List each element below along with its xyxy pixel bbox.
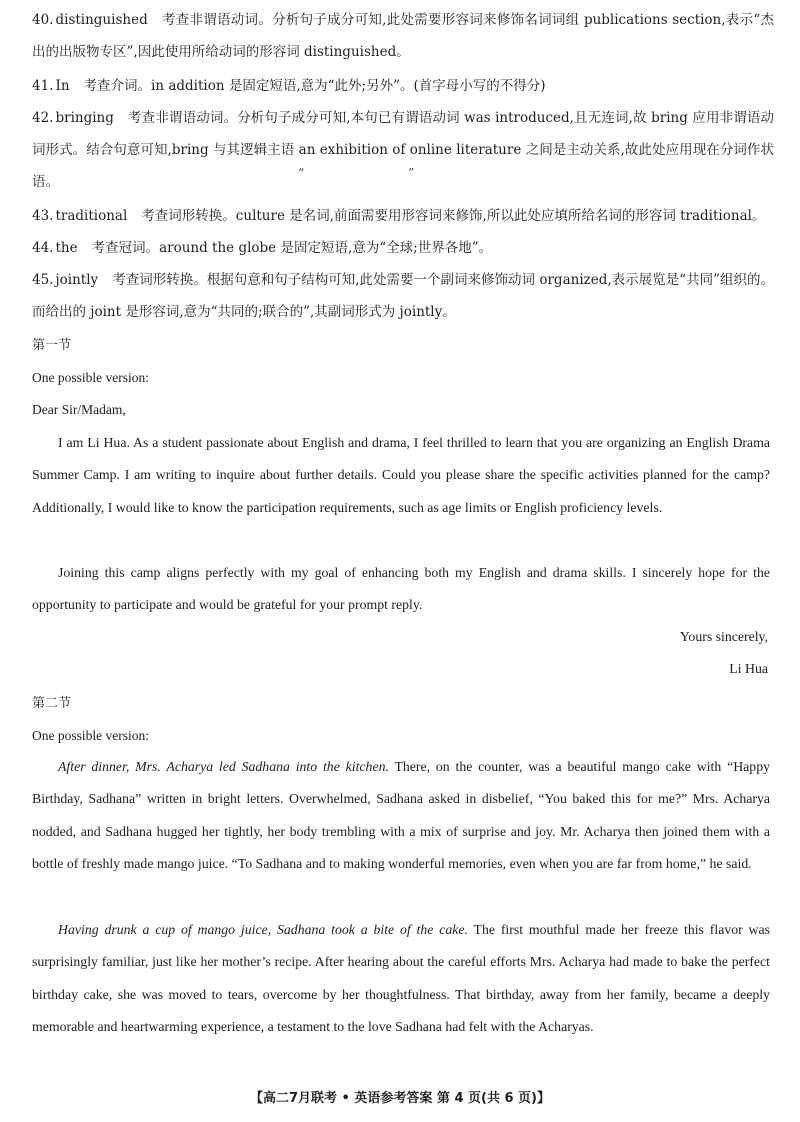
answer-41 (32, 70, 774, 102)
answer-explanation: 考查冠词。around the globe 是固定短语,意为“全球;世界各地”。 (91, 240, 493, 256)
answer-number: 44. (32, 240, 54, 256)
answer-term: the (55, 240, 78, 256)
answer-term: jointly (55, 272, 99, 288)
letter-paragraph-2: Joining this camp aligns perfectly with my goal of enhancing both my English and drama skills. I sincerely hope for the opportunity to participate and would be grateful for your prompt reply. (32, 565, 770, 613)
story-paragraph-1-body: There, on the counter, was a beautiful mango cake with “Happy Birthday, Sadhana” written in bright letters. Overwhelmed, Sadhana asked in disbelief, “You baked this for me?” Mrs. Acharya nodded, and Sadhana hugged her tightly, her body trembling with a mix of surprise and joy. Mr. Acharya then joined them with a bottle of freshly made mango juice. “To Sadhana and to making wonderful memories, even when you are far from home,” he said. (32, 759, 770, 872)
answer-term: distinguished (55, 12, 148, 28)
close-quote: ” (408, 166, 415, 180)
section2-heading: 第二节 (32, 696, 72, 711)
story-paragraph-1-lead: After dinner, Mrs. Acharya led Sadhana into the kitchen. (58, 759, 389, 774)
answer-number: 45. (32, 272, 54, 288)
answer-45 (32, 264, 774, 328)
section1-heading: 第一节 (32, 338, 72, 353)
answer-explanation: 考查介词。in addition 是固定短语,意为“此外;另外”。(首字母小写的不得分) (83, 78, 546, 94)
answer-40 (32, 4, 774, 68)
answer-number: 41. (32, 78, 54, 94)
open-quote: “ (298, 166, 305, 180)
letter-closing: Yours sincerely, (679, 629, 768, 644)
answer-44 (32, 232, 774, 264)
answer-42 (32, 102, 774, 198)
letter-paragraph-1: I am Li Hua. As a student passionate about English and drama, I feel thrilled to learn that you are organizing an English Drama Summer Camp. I am writing to inquire about further details. Could you please share the specific activities planned for the camp? Additionally, I would like to know the participation requirements, such as age limits or English proficiency levels. (32, 435, 770, 515)
answer-43 (32, 200, 774, 232)
answer-explanation: 考查非谓语动词。分析句子成分可知,本句已有谓语动词 was introduced,且无连词,故 bring 应用非谓语动词形式。结合句意可知,bring 与其逻辑主语 an exhibition of online literature 之间是主动关系,故此处应用现在分词作状语。 (32, 110, 774, 190)
letter-salutation: Dear Sir/Madam, (32, 402, 126, 417)
answer-number: 40. (32, 12, 54, 28)
story-paragraph-1 (32, 751, 770, 881)
story-paragraph-2-lead: Having drunk a cup of mango juice, Sadhana took a bite of the cake. (58, 922, 468, 937)
story-paragraph-2-body: The first mouthful made her freeze this flavor was surprisingly familiar, just like her mother’s recipe. After hearing about the careful efforts Mrs. Acharya had made to bake the perfect birthday cake, she was moved to tears, overcome by her thoughtfulness. That birthday, away from her family, became a deeply memorable and heartwarming experience, a testament to the love Sadhana had felt with the Acharyas. (32, 922, 770, 1035)
page-footer: 【高二7月联考 • 英语参考答案 第 4 页(共 6 页)】 (249, 1091, 550, 1106)
answer-explanation: 考查词形转换。culture 是名词,前面需要用形容词来修饰,所以此处应填所给名词的形容词 traditional。 (141, 208, 766, 224)
letter-signature: Li Hua (729, 661, 768, 676)
answer-term: In (55, 78, 70, 94)
answer-explanation: 考查非谓语动词。分析句子成分可知,此处需要形容词来修饰名词词组 publications section,表示“杰出的出版物专区”,因此使用所给动词的形容词 distinguished。 (32, 12, 774, 60)
answer-term: traditional (55, 208, 128, 224)
answer-explanation: 考查词形转换。根据句意和句子结构可知,此处需要一个副词来修饰动词 organized,表示展览是“共同”组织的。而给出的 joint 是形容词,意为“共同的;联合的”,其副词形式为 jointly。 (32, 272, 774, 320)
answer-term: bringing (55, 110, 114, 126)
section2-version-label: One possible version: (32, 728, 149, 743)
answer-number: 42. (32, 110, 54, 126)
answer-number: 43. (32, 208, 54, 224)
stray-quote-marks (298, 166, 518, 180)
section1-version-label: One possible version: (32, 370, 149, 385)
story-paragraph-2 (32, 914, 770, 1044)
